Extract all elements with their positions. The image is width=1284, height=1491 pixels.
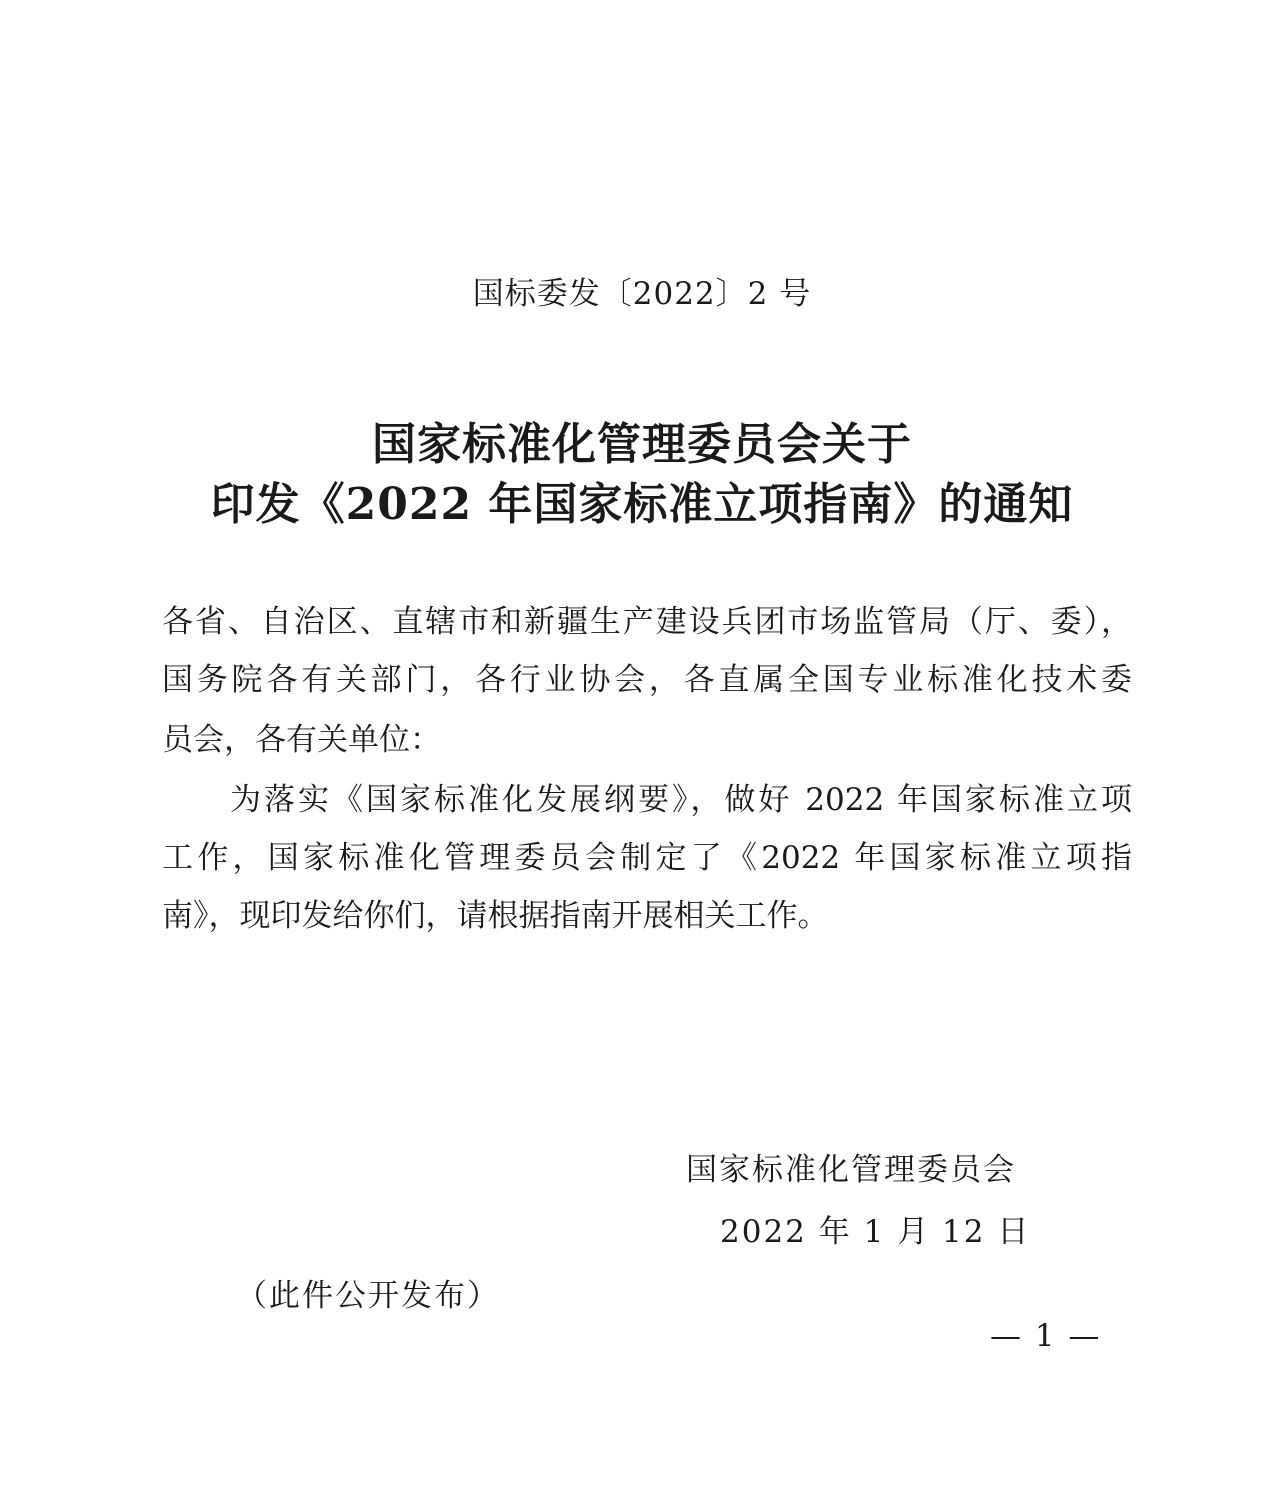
body-line-2: 工作，国家标准化管理委员会制定了《2022 年国家标准立项指 — [162, 840, 1132, 876]
document-title-line-2: 印发《2022 年国家标准立项指南》的通知 — [210, 479, 1074, 530]
body-line-1: 为落实《国家标准化发展纲要》，做好 2022 年国家标准立项 — [230, 782, 1132, 818]
addressee-line-1: 各省、自治区、直辖市和新疆生产建设兵团市场监管局（厅、委）， — [162, 604, 1132, 640]
document-title-line-1: 国家标准化管理委员会关于 — [372, 419, 912, 470]
signature-organization: 国家标准化管理委员会 — [686, 1152, 1016, 1188]
addressee-line-2: 国务院各有关部门，各行业协会，各直属全国专业标准化技术委 — [162, 662, 1132, 698]
body-line-3: 南》，现印发给你们，请根据指南开展相关工作。 — [162, 898, 829, 934]
public-release-note: （此件公开发布） — [236, 1278, 500, 1314]
signature-date: 2022 年 1 月 12 日 — [720, 1214, 1031, 1250]
page-number: — 1 — — [990, 1318, 1102, 1354]
addressee-line-3: 员会，各有关单位： — [162, 722, 441, 758]
document-number: 国标委发〔2022〕2 号 — [472, 276, 812, 312]
